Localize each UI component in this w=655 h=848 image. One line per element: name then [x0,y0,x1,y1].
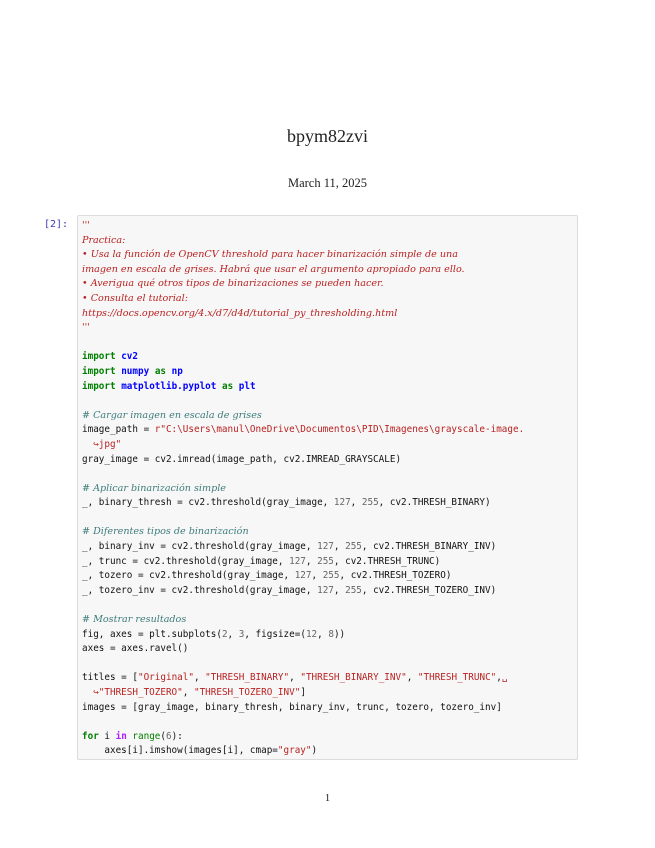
code-token: ] [300,687,306,698]
code-token: , cv2.THRESH_BINARY_INV) [361,541,497,553]
code-token: ): [171,730,183,742]
code-token: , [311,570,323,582]
code-token: _, binary_inv = cv2.threshold(gray_image, [82,541,318,553]
cell-prompt: [2]: [44,219,69,230]
code-token: np [171,365,183,377]
code-line [82,744,577,759]
code-token: # Diferentes tipos de binarización [82,526,249,538]
code-token: ↪ [82,687,99,698]
code-token: "THRESH_BINARY" [205,672,290,684]
code-token: # Aplicar binarización simple [82,482,226,494]
document-title: bpym82zvi [287,126,368,146]
code-token: "THRESH_BINARY_INV" [300,672,407,684]
code-token: , [305,555,318,567]
code-line [82,496,577,511]
code-token: imagen en escala de grises. Habrá que usar el argumento apropiado para ello. [82,263,465,275]
code-token: as [221,380,234,392]
code-line [82,598,577,613]
code-line [82,730,577,745]
code-line [82,277,577,292]
code-token: cv2 [121,351,138,363]
code-token: titles = [ [82,672,138,684]
code-token: 12 [305,628,318,640]
code-token: ␣ [501,672,508,684]
code-token: 127 [294,570,312,582]
code-token: 8 [328,628,334,640]
code-line [82,511,577,526]
code-token: 127 [317,584,334,596]
code-line [82,423,577,438]
code-line [82,569,577,584]
code-token: import [82,351,116,363]
code-token: "Original" [137,672,194,684]
code-token: 2 [221,628,228,640]
code-token: • Usa la función de OpenCV threshold para hacer binarización simple de una [82,249,458,261]
code-token: i [98,730,116,742]
code-line [82,321,577,336]
code-line [82,453,577,468]
code-token: range [132,730,161,742]
code-token: for [82,730,99,742]
code-line [82,613,577,628]
code-token: import [82,365,116,377]
code-token: 127 [333,497,351,509]
code-line [82,628,577,643]
code-token: # Mostrar resultados [82,614,187,626]
code-token: gray_image = cv2.imread(image_path, cv2.IMREAD_GRAYSCALE) [82,453,402,465]
code-line [82,540,577,555]
code-line [82,336,577,351]
code-token: ) [311,745,318,757]
code-line [82,219,577,234]
code-token: import [82,380,116,392]
code-token: , [289,672,301,684]
code-token: as [154,365,167,377]
code-token: 255 [361,497,379,509]
page-number: 1 [324,792,331,804]
code-token: "THRESH_TOZERO_INV" [193,687,301,698]
code-line [82,394,577,409]
code-token: ( [160,730,167,742]
code-token: "THRESH_TOZERO" [98,687,183,698]
code-line [82,715,577,730]
code-line [82,482,577,497]
code-token: "gray" [277,745,312,757]
code-line [82,307,577,322]
document-date: March 11, 2025 [287,176,368,190]
code-token: images = [gray_image, binary_thresh, binary_inv, trunc, tozero, tozero_inv] [82,701,502,713]
code-token: https://docs.opencv.org/4.x/d7/d4d/tutorial_py_thresholding.html [82,307,398,319]
code-token: 127 [289,555,306,567]
code-token: image_path = [82,424,155,436]
code-token: Practica: [82,234,126,246]
code-line [82,555,577,570]
code-line [82,584,577,599]
code-line [82,350,577,365]
code-token: "THRESH_TRUNC" [417,672,497,684]
code-token: axes[i].imshow(images[i], cmap= [82,745,278,757]
code-token: 127 [317,541,334,553]
code-token: 255 [322,570,340,582]
code-token: 255 [317,555,334,567]
code-line [82,701,577,716]
code-line [82,686,577,701]
code-token: • Averigua qué otros tipos de binarizaciones se pueden hacer. [82,278,384,290]
code-token: , [350,497,362,509]
code-token: 6 [166,730,172,742]
code-line [82,263,577,278]
code-token: _, trunc = cv2.threshold(gray_image, [82,555,290,567]
code-token: , [193,672,206,684]
code-line [82,438,577,453]
code-cell[interactable] [77,215,578,760]
code-token: 255 [345,584,362,596]
code-line [82,657,577,672]
code-line [82,525,577,540]
code-block [82,219,577,759]
code-token: , [317,628,329,640]
code-token: , [406,672,418,684]
code-token: # Cargar imagen en escala de grises [82,409,262,421]
code-token: _, tozero_inv = cv2.threshold(gray_image, [82,584,318,596]
code-token: • Consulta el tutorial: [82,292,188,304]
code-token: ↪ [82,438,99,450]
code-token: , cv2.THRESH_BINARY) [378,497,491,509]
code-token: , [182,687,194,698]
code-line [82,409,577,424]
code-token: r"C:\Users\manul\OneDrive\Documentos\PID\Imagenes\grayscale-image. [154,424,525,436]
code-token: , cv2.THRESH_TOZERO) [339,570,452,582]
code-token: , cv2.THRESH_TOZERO_INV) [361,584,497,596]
code-token: axes = axes.ravel() [82,643,189,655]
code-token: plt [238,380,256,392]
code-token: 255 [345,541,362,553]
code-token: in [115,730,127,742]
code-line [82,380,577,395]
code-line [82,292,577,307]
code-token: , [227,628,239,640]
code-token: , [496,672,502,684]
code-token: matplotlib.pyplot [121,380,217,392]
code-token: _, tozero = cv2.threshold(gray_image, [82,570,295,582]
code-token: 3 [238,628,245,640]
code-line [82,642,577,657]
code-line [82,234,577,249]
code-line [82,671,577,686]
code-token: fig, axes = plt.subplots( [82,628,222,640]
code-line [82,248,577,263]
code-token: , figsize=( [244,628,306,640]
code-token: , [333,541,346,553]
code-token: , cv2.THRESH_TRUNC) [333,555,441,567]
code-token: ''' [82,220,90,231]
code-token: )) [333,628,346,640]
code-line [82,365,577,380]
code-token: ''' [82,322,90,334]
code-token: jpg" [98,438,122,450]
code-token: _, binary_thresh = cv2.threshold(gray_image, [82,497,334,509]
code-token: numpy [121,365,150,377]
code-token: , [333,584,346,596]
code-line [82,467,577,482]
